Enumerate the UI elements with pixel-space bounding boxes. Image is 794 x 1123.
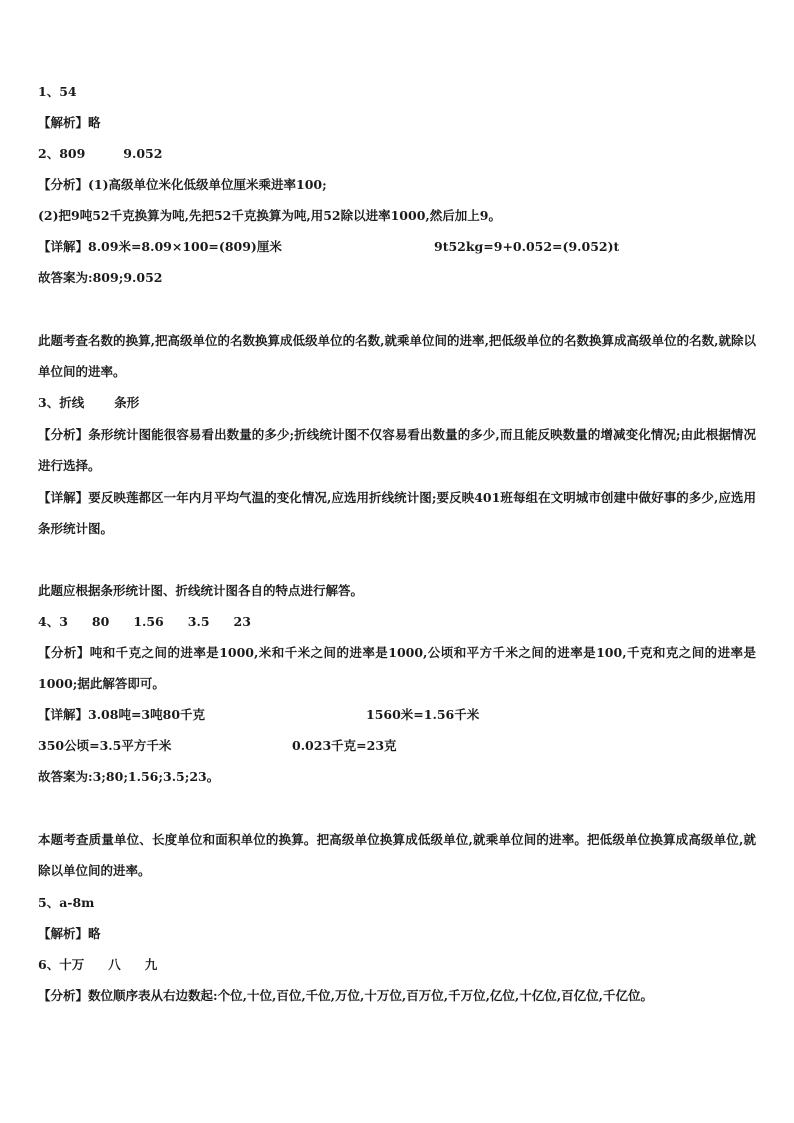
q4-detail-a: 【详解】3.08吨=3吨80千克 bbox=[38, 707, 206, 722]
q5-answer: 5、a-8m bbox=[38, 895, 95, 910]
q6-answer bbox=[38, 957, 157, 973]
q1-answer: 1、54 bbox=[38, 84, 77, 99]
q4-analysis: 【分析】吨和千克之间的进率是1000,米和千米之间的进率是1000,公顷和平方千米之间的进率是100,千克和克之间的进率是1000;据此解答即可。 bbox=[38, 645, 756, 691]
q4-answer-1: 4、3 bbox=[38, 614, 68, 629]
q6-analysis: 【分析】数位顺序表从右边数起:个位,十位,百位,千位,万位,十万位,百万位,千万位,亿位,十亿位,百亿位,千亿位。 bbox=[38, 988, 653, 1003]
q4-detail-c: 350公顷=3.5平方千米 bbox=[38, 738, 172, 753]
q2-answer-a: 2、809 bbox=[38, 146, 86, 161]
q2-conclusion: 故答案为:809;9.052 bbox=[38, 270, 163, 285]
q3-analysis: 【分析】条形统计图能很容易看出数量的多少;折线统计图不仅容易看出数量的多少,而且能反映数量的增减变化情况;由此根据情况进行选择。 bbox=[38, 427, 756, 473]
q2-detail-b: 9t52kg=9+0.052=(9.052)t bbox=[434, 239, 620, 254]
q3-answer-b: 条形 bbox=[114, 395, 140, 410]
q2-answer bbox=[38, 146, 162, 162]
q3-answer bbox=[38, 395, 139, 411]
q4-answer bbox=[38, 614, 251, 630]
q4-answer-4: 3.5 bbox=[187, 614, 210, 629]
q2-answer-b: 9.052 bbox=[123, 146, 163, 161]
q3-answer-a: 3、折线 bbox=[38, 395, 85, 410]
q4-comment: 本题考查质量单位、长度单位和面积单位的换算。把高级单位换算成低级单位,就乘单位间的进率。把低级单位换算成高级单位,就除以单位间的进率。 bbox=[38, 832, 756, 878]
q6-answer-1: 6、十万 bbox=[38, 957, 85, 972]
q3-comment: 此题应根据条形统计图、折线统计图各自的特点进行解答。 bbox=[38, 583, 364, 598]
q4-answer-2: 80 bbox=[91, 614, 110, 629]
q4-detail-d: 0.023千克=23克 bbox=[292, 738, 397, 753]
q2-analysis-1: 【分析】(1)高级单位米化低级单位厘米乘进率100; bbox=[38, 177, 327, 192]
q4-conclusion: 故答案为:3;80;1.56;3.5;23。 bbox=[38, 769, 220, 784]
q2-analysis-2: (2)把9吨52千克换算为吨,先把52千克换算为吨,用52除以进率1000,然后加上9。 bbox=[38, 208, 501, 223]
q2-comment: 此题考查名数的换算,把高级单位的名数换算成低级单位的名数,就乘单位间的进率,把低级单位的名数换算成高级单位的名数,就除以单位间的进率。 bbox=[38, 333, 756, 379]
q3-detail: 【详解】要反映莲都区一年内月平均气温的变化情况,应选用折线统计图;要反映401班每组在文明城市创建中做好事的多少,应选用条形统计图。 bbox=[38, 490, 756, 536]
q4-answer-5: 23 bbox=[233, 614, 251, 629]
q4-answer-3: 1.56 bbox=[133, 614, 164, 629]
q6-answer-2: 八 bbox=[108, 957, 121, 972]
q2-detail-a: 【详解】8.09米=8.09×100=(809)厘米 bbox=[38, 239, 282, 254]
q1-analysis: 【解析】略 bbox=[38, 115, 101, 130]
q6-answer-3: 九 bbox=[144, 957, 158, 972]
q4-detail-b: 1560米=1.56千米 bbox=[366, 707, 480, 722]
q5-analysis: 【解析】略 bbox=[38, 926, 101, 941]
